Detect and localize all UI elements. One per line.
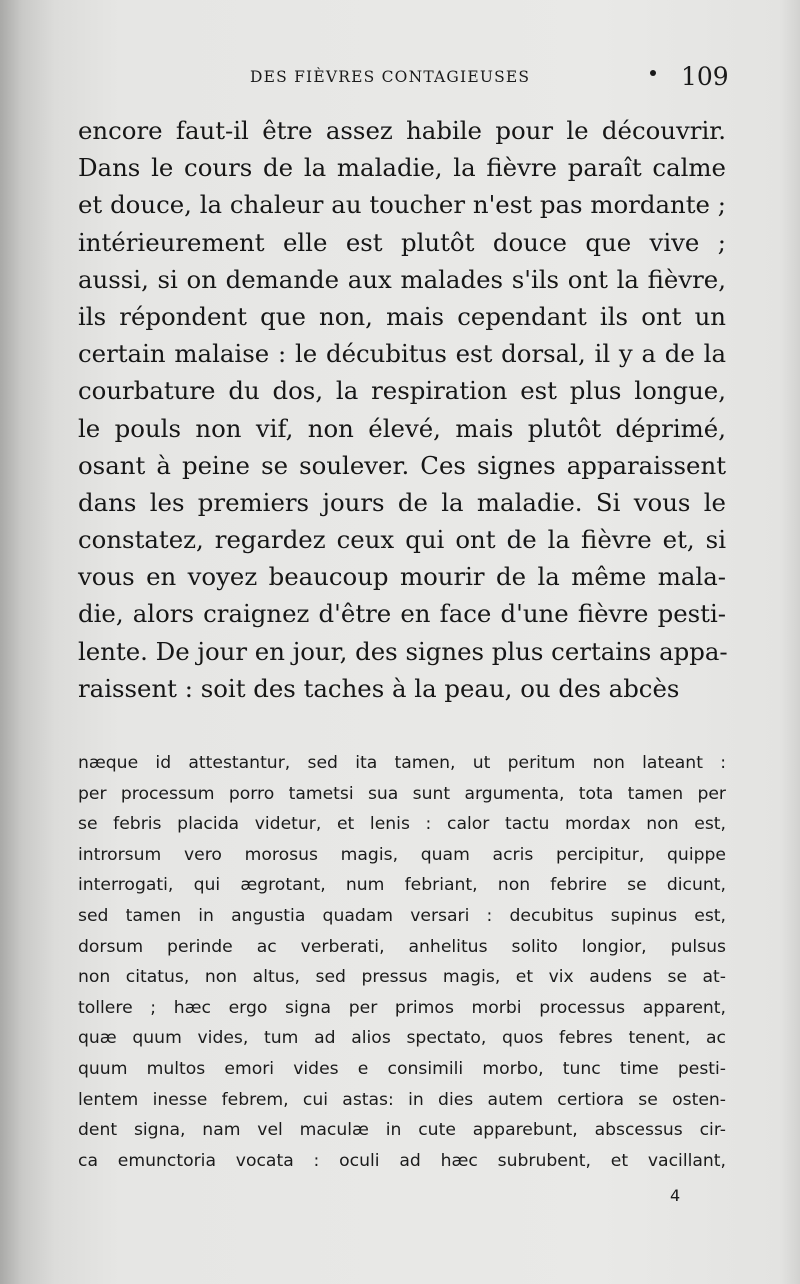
ornament-dot bbox=[650, 70, 656, 76]
text-line: lente. De jour en jour, des signes plus certains appa- bbox=[78, 636, 728, 666]
text-line: interrogati, qui ægrotant, num febriant, non febrire se dicunt, bbox=[78, 875, 726, 896]
text-line: se febris placida videtur, et lenis : calor tactu mordax non est, bbox=[78, 814, 726, 835]
text-line: certain malaise : le décubitus est dorsal, il y a de la bbox=[78, 339, 726, 369]
text-line: introrsum vero morosus magis, quam acris percipitur, quippe bbox=[78, 844, 726, 865]
text-line: intérieurement elle est plutôt douce que vive ; bbox=[78, 227, 726, 257]
signature-mark: 4 bbox=[670, 1186, 681, 1205]
text-line: sed tamen in angustia quadam versari : decubitus supinus est, bbox=[78, 905, 726, 926]
text-line: osant à peine se soulever. Ces signes apparaissent bbox=[78, 450, 726, 480]
text-line: per processum porro tametsi sua sunt argumenta, tota tamen per bbox=[78, 783, 726, 804]
text-line: dans les premiers jours de la maladie. Si vous le bbox=[78, 487, 726, 517]
text-line: courbature du dos, la respiration est plus longue, bbox=[78, 376, 726, 406]
latin-footnote bbox=[78, 748, 726, 1176]
text-line: non citatus, non altus, sed pressus magis, et vix audens se at- bbox=[78, 967, 726, 988]
text-line: vous en voyez beaucoup mourir de la même mala- bbox=[78, 562, 726, 592]
text-line: quum multos emori vides e consimili morbo, tunc time pesti- bbox=[78, 1058, 726, 1079]
running-head bbox=[78, 62, 728, 98]
text-line: quæ quum vides, tum ad alios spectato, quos febres tenent, ac bbox=[78, 1028, 726, 1049]
text-line: ils répondent que non, mais cependant ils ont un bbox=[78, 301, 726, 331]
text-line: ca emunctoria vocata : oculi ad hæc subrubent, et vacillant, bbox=[78, 1150, 726, 1171]
text-line: raissent : soit des taches à la peau, ou des abcès bbox=[78, 673, 680, 703]
text-line: et douce, la chaleur au toucher n'est pas mordante ; bbox=[78, 190, 726, 220]
text-line: Dans le cours de la maladie, la fièvre paraît calme bbox=[78, 153, 726, 183]
text-line: die, alors craignez d'être en face d'une fièvre pesti- bbox=[78, 599, 726, 629]
page-number: 109 bbox=[681, 62, 729, 91]
french-paragraph bbox=[78, 112, 726, 707]
running-title: DES FIÈVRES CONTAGIEUSES bbox=[250, 68, 531, 86]
text-line: dorsum perinde ac verberati, anhelitus solito longior, pulsus bbox=[78, 936, 726, 957]
text-line: næque id attestantur, sed ita tamen, ut peritum non lateant : bbox=[78, 753, 726, 773]
text-line: constatez, regardez ceux qui ont de la fièvre et, si bbox=[78, 525, 726, 555]
text-line: le pouls non vif, non élevé, mais plutôt déprimé, bbox=[78, 413, 726, 443]
text-line: tollere ; hæc ergo signa per primos morbi processus apparent, bbox=[78, 997, 726, 1018]
text-line: aussi, si on demande aux malades s'ils ont la fièvre, bbox=[78, 264, 726, 294]
text-line: dent signa, nam vel maculæ in cute apparebunt, abscessus cir- bbox=[78, 1120, 726, 1141]
text-line: lentem inesse febrem, cui astas: in dies autem certiora se osten- bbox=[78, 1089, 726, 1110]
text-line: encore faut-il être assez habile pour le découvrir. bbox=[78, 116, 726, 145]
